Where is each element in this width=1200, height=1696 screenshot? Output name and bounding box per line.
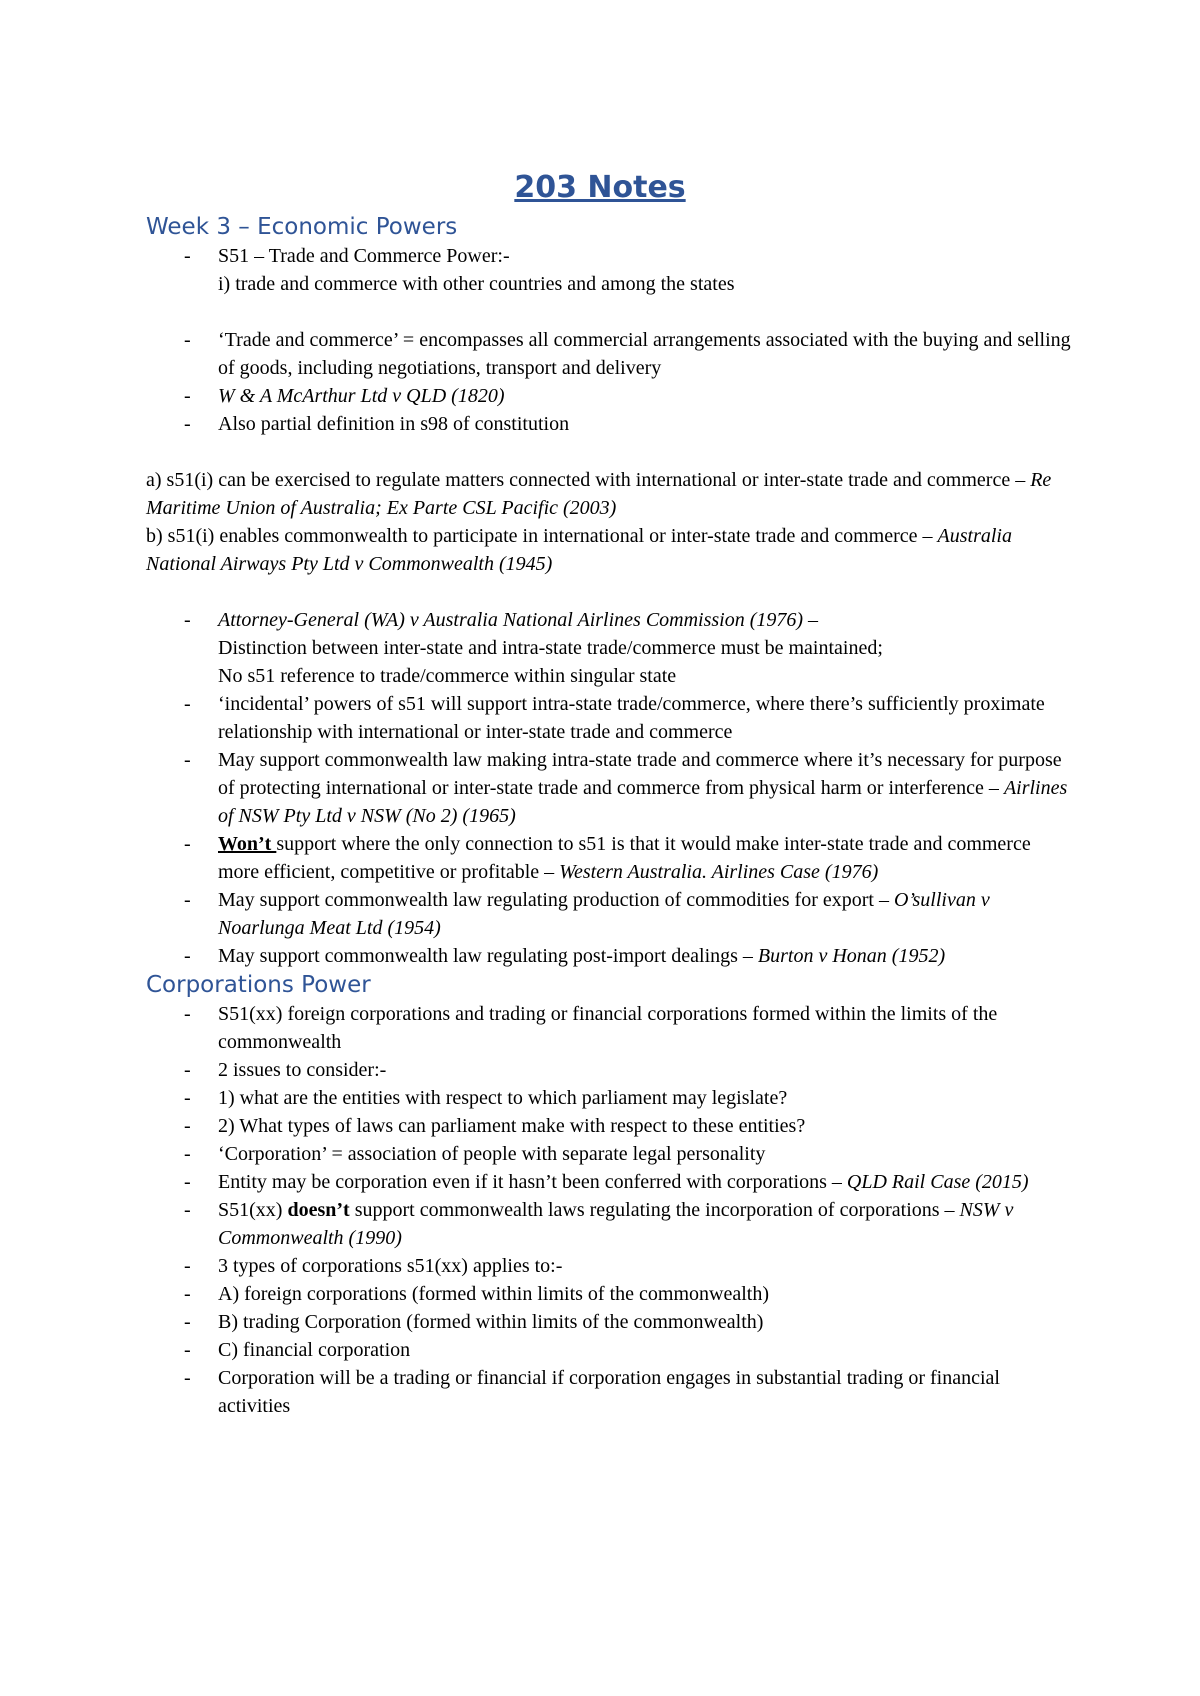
list-item: - Corporation will be a trading or financial if corporation engages in substantial trading or financial activities [146, 1364, 1076, 1420]
bullet-dash: - [184, 1143, 191, 1165]
bullet-dash: - [184, 1171, 191, 1193]
list-item: - ‘Corporation’ = association of people with separate legal personality [146, 1140, 1076, 1168]
bullet-dash: - [184, 1339, 191, 1361]
list-item-continuation: i) trade and commerce with other countries and among the states [218, 273, 735, 295]
list-item: - 3 types of corporations s51(xx) applies to:- [146, 1252, 1076, 1280]
bullet-dash: - [184, 1115, 191, 1137]
list-item: - May support commonwealth law regulating production of commodities for export – O’sullivan v Noarlunga Meat Ltd (1954) [146, 886, 1076, 942]
bullet-list [146, 1000, 1076, 1420]
list-item: - A) foreign corporations (formed within limits of the commonwealth) [146, 1280, 1076, 1308]
list-item: - Won’t support where the only connection to s51 is that it would make inter-state trade and commerce more efficient, competitive or profitable – Western Australia. Airlines Case (1976) [146, 830, 1076, 886]
paragraph-b: b) s51(i) enables commonwealth to participate in international or inter-state trade and commerce – Australia National Airways Pty Ltd v Commonwealth (1945) [146, 525, 1012, 575]
bullet-list [146, 326, 1076, 438]
bullet-dash: - [184, 1059, 191, 1081]
bullet-dash: - [184, 1283, 191, 1305]
case-citation: W & A McArthur Ltd v QLD (1820) [218, 385, 505, 407]
section-heading-week3: Week 3 – Economic Powers [146, 214, 458, 240]
list-item: - S51(xx) foreign corporations and trading or financial corporations formed within the limits of the commonwealth [146, 1000, 1076, 1056]
bullet-dash: - [184, 1087, 191, 1109]
list-item: - ‘incidental’ powers of s51 will support intra-state trade/commerce, where there’s sufficiently proximate relationship with international or inter-state trade and commerce [146, 690, 1076, 746]
bullet-dash: - [184, 413, 191, 435]
list-item: - May support commonwealth law making intra-state trade and commerce where it’s necessary for purpose of protecting international or inter-state trade and commerce from physical harm or interference – Airlines of NSW Pty Ltd v NSW (No 2) (1965) [146, 746, 1076, 830]
bullet-dash: - [184, 1003, 191, 1025]
list-item: - B) trading Corporation (formed within limits of the commonwealth) [146, 1308, 1076, 1336]
list-item: - Attorney-General (WA) v Australia National Airlines Commission (1976) – Distinction between inter-state and intra-state trade/commerce must be maintained; No s51 reference to trade/commerce within singular state [146, 606, 1076, 690]
bullet-dash: - [184, 945, 191, 967]
case-citation: Re Maritime Union of Australia; Ex Parte CSL Pacific (2003) [146, 469, 1052, 519]
emphasis-wont: Won’t [218, 833, 277, 855]
bullet-dash: - [184, 693, 191, 715]
document-body [146, 212, 1076, 1420]
list-item: - 2) What types of laws can parliament make with respect to these entities? [146, 1112, 1076, 1140]
paragraph-a: a) s51(i) can be exercised to regulate matters connected with international or inter-state trade and commerce – Re Maritime Union of Australia; Ex Parte CSL Pacific (2003) [146, 469, 1052, 519]
case-citation: Western Australia. Airlines Case (1976) [559, 861, 879, 883]
case-citation: QLD Rail Case (2015) [846, 1171, 1029, 1193]
list-item: - S51 – Trade and Commerce Power:- [146, 242, 1076, 270]
bullet-dash: - [184, 385, 191, 407]
list-item: - ‘Trade and commerce’ = encompasses all commercial arrangements associated with the buying and selling of goods, including negotiations, transport and delivery [146, 326, 1076, 382]
list-item: - May support commonwealth law regulating post-import dealings – Burton v Honan (1952) [146, 942, 1076, 970]
case-citation: NSW v Commonwealth (1990) [218, 1199, 1014, 1249]
bullet-list [146, 242, 1076, 270]
bullet-dash: - [184, 749, 191, 771]
bullet-dash: - [184, 329, 191, 351]
bullet-dash: - [184, 889, 191, 911]
list-item: - Entity may be corporation even if it hasn’t been conferred with corporations – QLD Rail Case (2015) [146, 1168, 1076, 1196]
list-item: - C) financial corporation [146, 1336, 1076, 1364]
bullet-dash: - [184, 1311, 191, 1333]
case-citation: Burton v Honan (1952) [757, 945, 946, 967]
bullet-dash: - [184, 245, 191, 267]
bullet-dash: - [184, 833, 191, 855]
case-citation: O’sullivan v Noarlunga Meat Ltd (1954) [218, 889, 990, 939]
section-heading-corporations: Corporations Power [146, 972, 371, 998]
bullet-dash: - [184, 1199, 191, 1221]
emphasis-doesnt: doesn’t [287, 1199, 350, 1221]
list-item: - Also partial definition in s98 of constitution [146, 410, 1076, 438]
bullet-dash: - [184, 1255, 191, 1277]
bullet-list [146, 606, 1076, 970]
document-title: 203 Notes [514, 170, 686, 205]
bullet-dash: - [184, 609, 191, 631]
bullet-dash: - [184, 1367, 191, 1389]
list-item: - S51(xx) doesn’t support commonwealth laws regulating the incorporation of corporations – NSW v Commonwealth (1990) [146, 1196, 1076, 1252]
list-item: - 1) what are the entities with respect to which parliament may legislate? [146, 1084, 1076, 1112]
case-citation: Australia National Airways Pty Ltd v Commonwealth (1945) [146, 525, 1012, 575]
case-citation: Attorney-General (WA) v Australia National Airlines Commission (1976) [218, 609, 804, 631]
list-item: - 2 issues to consider:- [146, 1056, 1076, 1084]
case-citation: Airlines of NSW Pty Ltd v NSW (No 2) (1965) [218, 777, 1068, 827]
list-item [146, 382, 1076, 410]
